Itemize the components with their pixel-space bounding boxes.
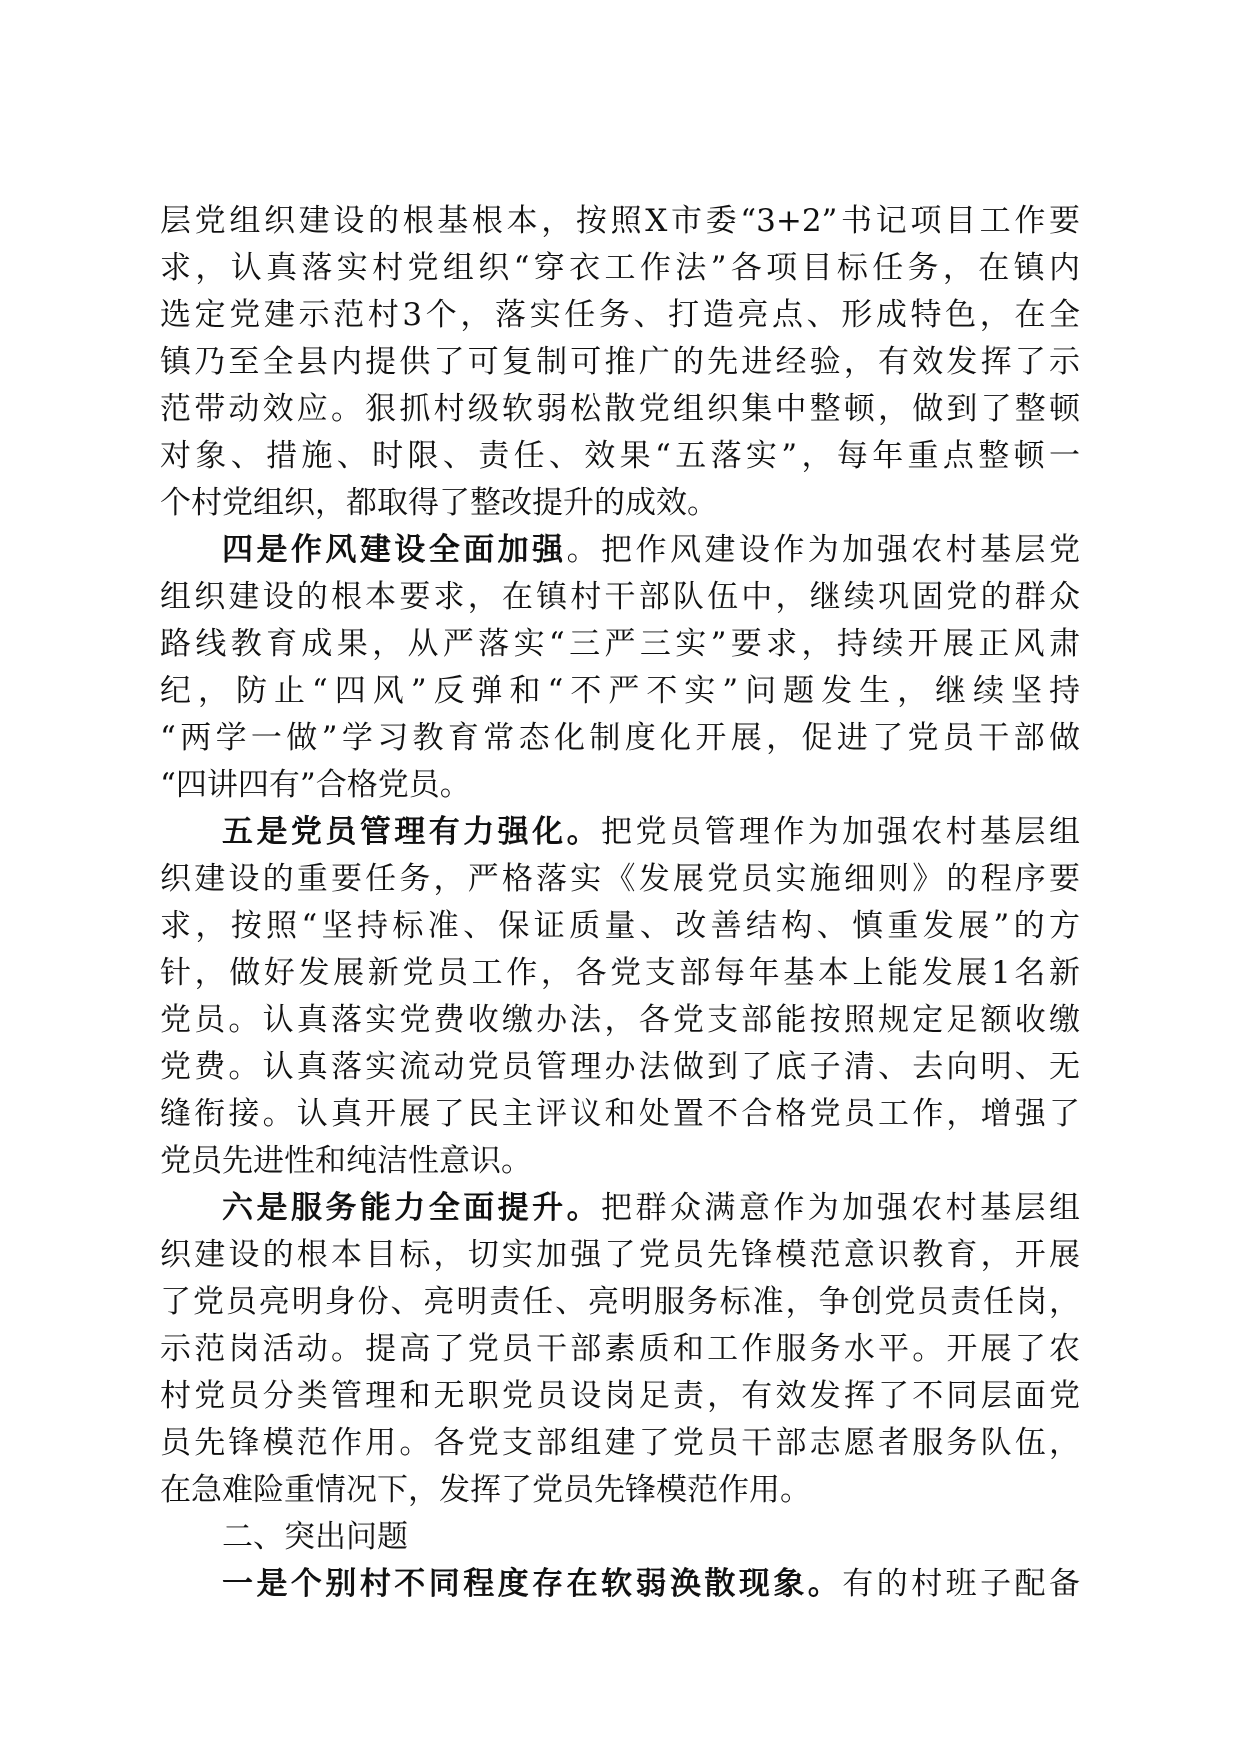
problem-1-heading: 一是个别村不同程度存在软弱涣散现象。 <box>222 1566 843 1602</box>
section-4-heading: 四是作风建设全面加强 <box>222 532 567 568</box>
paragraph-line: 党员先进性和纯洁性意识。 <box>160 1143 532 1179</box>
paragraph-line: 路线教育成果，从严落实“三严三实”要求，持续开展正风肃 <box>160 626 1080 662</box>
paragraph-line: 针，做好发展新党员工作，各党支部每年基本上能发展1名新 <box>160 955 1080 991</box>
paragraph-line: 织建设的根本目标，切实加强了党员先锋模范意识教育，开展 <box>160 1237 1080 1273</box>
section-4-first-line <box>160 527 1080 574</box>
paragraph-line: 对象、措施、时限、责任、效果“五落实”，每年重点整顿一 <box>160 438 1080 474</box>
problem-1-first-line <box>160 1561 1080 1608</box>
part-2-heading: 二、突出问题 <box>222 1519 408 1555</box>
paragraph-line: 织建设的重要任务，严格落实《发展党员实施细则》的程序要 <box>160 861 1080 897</box>
paragraph-line: 党费。认真落实流动党员管理办法做到了底子清、去向明、无 <box>160 1049 1080 1085</box>
section-6-first-line <box>160 1185 1080 1232</box>
paragraph-line: 范带动效应。狠抓村级软弱松散党组织集中整顿，做到了整顿 <box>160 391 1080 427</box>
paragraph-line: “两学一做”学习教育常态化制度化开展，促进了党员干部做 <box>160 720 1080 756</box>
section-4-first-text: 。把作风建设作为加强农村基层党 <box>566 532 1081 568</box>
paragraph-line: 员先锋模范作用。各党支部组建了党员干部志愿者服务队伍， <box>160 1425 1080 1461</box>
paragraph-line: 纪，防止“四风”反弹和“不严不实”问题发生，继续坚持 <box>160 673 1080 709</box>
section-6-first-text: 把群众满意作为加强农村基层组 <box>601 1190 1081 1226</box>
paragraph-line: 选定党建示范村3个，落实任务、打造亮点、形成特色，在全 <box>160 297 1080 333</box>
paragraph-line: 求，按照“坚持标准、保证质量、改善结构、慎重发展”的方 <box>160 908 1080 944</box>
section-5-first-line <box>160 809 1080 856</box>
document-page <box>160 198 1080 1608</box>
section-5-first-text: 把党员管理作为加强农村基层组 <box>601 814 1081 850</box>
paragraph-line: “四讲四有”合格党员。 <box>160 767 471 803</box>
paragraph-line: 党员。认真落实党费收缴办法，各党支部能按照规定足额收缴 <box>160 1002 1080 1038</box>
paragraph-line: 了党员亮明身份、亮明责任、亮明服务标准，争创党员责任岗， <box>160 1284 1080 1320</box>
paragraph-line: 组织建设的根本要求，在镇村干部队伍中，继续巩固党的群众 <box>160 579 1080 615</box>
paragraph-line: 求，认真落实村党组织“穿衣工作法”各项目标任务，在镇内 <box>160 250 1080 286</box>
paragraph-line: 村党员分类管理和无职党员设岗足责，有效发挥了不同层面党 <box>160 1378 1080 1414</box>
paragraph-line: 缝衔接。认真开展了民主评议和处置不合格党员工作，增强了 <box>160 1096 1080 1132</box>
section-5-heading: 五是党员管理有力强化。 <box>222 814 602 850</box>
paragraph-line: 示范岗活动。提高了党员干部素质和工作服务水平。开展了农 <box>160 1331 1080 1367</box>
section-6-heading: 六是服务能力全面提升。 <box>222 1190 602 1226</box>
paragraph-line: 在急难险重情况下，发挥了党员先锋模范作用。 <box>160 1472 811 1508</box>
paragraph-line: 层党组织建设的根基根本，按照X市委“3+2”书记项目工作要 <box>160 203 1080 239</box>
paragraph-line: 个村党组织，都取得了整改提升的成效。 <box>160 485 718 521</box>
problem-1-first-text: 有的村班子配备 <box>842 1566 1080 1602</box>
paragraph-line: 镇乃至全县内提供了可复制可推广的先进经验，有效发挥了示 <box>160 344 1080 380</box>
